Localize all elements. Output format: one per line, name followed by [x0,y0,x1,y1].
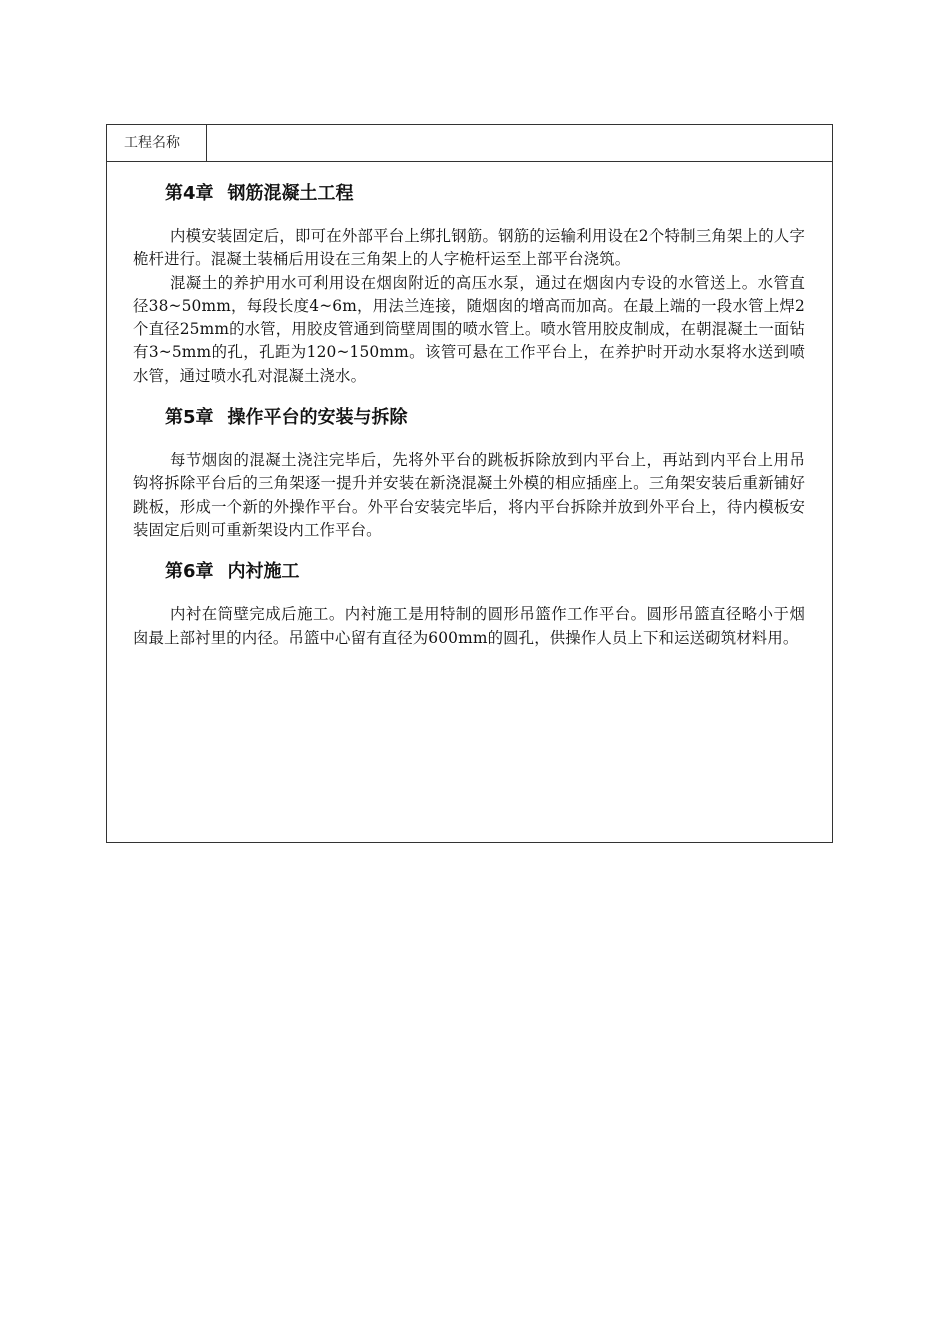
chapter-6-paragraph-1: 内衬在筒壁完成后施工。内衬施工是用特制的圆形吊篮作工作平台。圆形吊篮直径略小于烟囱最上部衬里的内径。吊篮中心留有直径为600mm的圆孔，供操作人员上下和运送砌筑材料用。 [133,605,805,647]
chapter-6-number: 第6章 [165,561,214,583]
chapter-5-body [133,449,805,542]
chapter-4-number: 第4章 [165,183,214,204]
chapter-6-heading [165,559,805,585]
project-name-label: 工程名称 [107,125,207,161]
chapter-6-title: 内衬施工 [227,561,300,583]
chapter-4-paragraph-1: 内模安装固定后，即可在外部平台上绑扎钢筋。钢筋的运输利用设在2个特制三角架上的人字桅杆进行。混凝土装桶后用设在三角架上的人字桅杆运至上部平台浇筑。 [133,227,805,269]
project-name-row [107,125,832,162]
chapter-4-body [133,225,805,388]
chapter-5-title: 操作平台的安装与拆除 [227,407,408,429]
chapter-4-heading [165,181,805,207]
document-body [133,181,805,650]
chapter-5-number: 第5章 [165,407,214,429]
chapter-5-heading [165,405,805,431]
document-table [106,124,833,843]
chapter-5-paragraph-1: 每节烟囱的混凝土浇注完毕后，先将外平台的跳板拆除放到内平台上，再站到内平台上用吊钩将拆除平台后的三角架逐一提升并安装在新浇混凝土外模的相应插座上。三角架安装后重新铺好跳板，形成一个新的外操作平台。外平台安装完毕后，将内平台拆除并放到外平台上，待内模板安装固定后则可重新架设内工作平台。 [133,451,805,539]
chapter-4-title: 钢筋混凝土工程 [227,183,354,204]
chapter-6-body [133,603,805,650]
project-name-value[interactable] [207,125,832,161]
chapter-4-paragraph-2: 混凝土的养护用水可利用设在烟囱附近的高压水泵，通过在烟囱内专设的水管送上。水管直径38~50mm，每段长度4~6m，用法兰连接，随烟囱的增高而加高。在最上端的一段水管上焊2个直径25mm的水管，用胶皮管通到筒壁周围的喷水管上。喷水管用胶皮制成，在朝混凝土一面钻有3~5mm的孔，孔距为120~150mm。该管可悬在工作平台上，在养护时开动水泵将水送到喷水管，通过喷水孔对混凝土浇水。 [133,273,805,385]
